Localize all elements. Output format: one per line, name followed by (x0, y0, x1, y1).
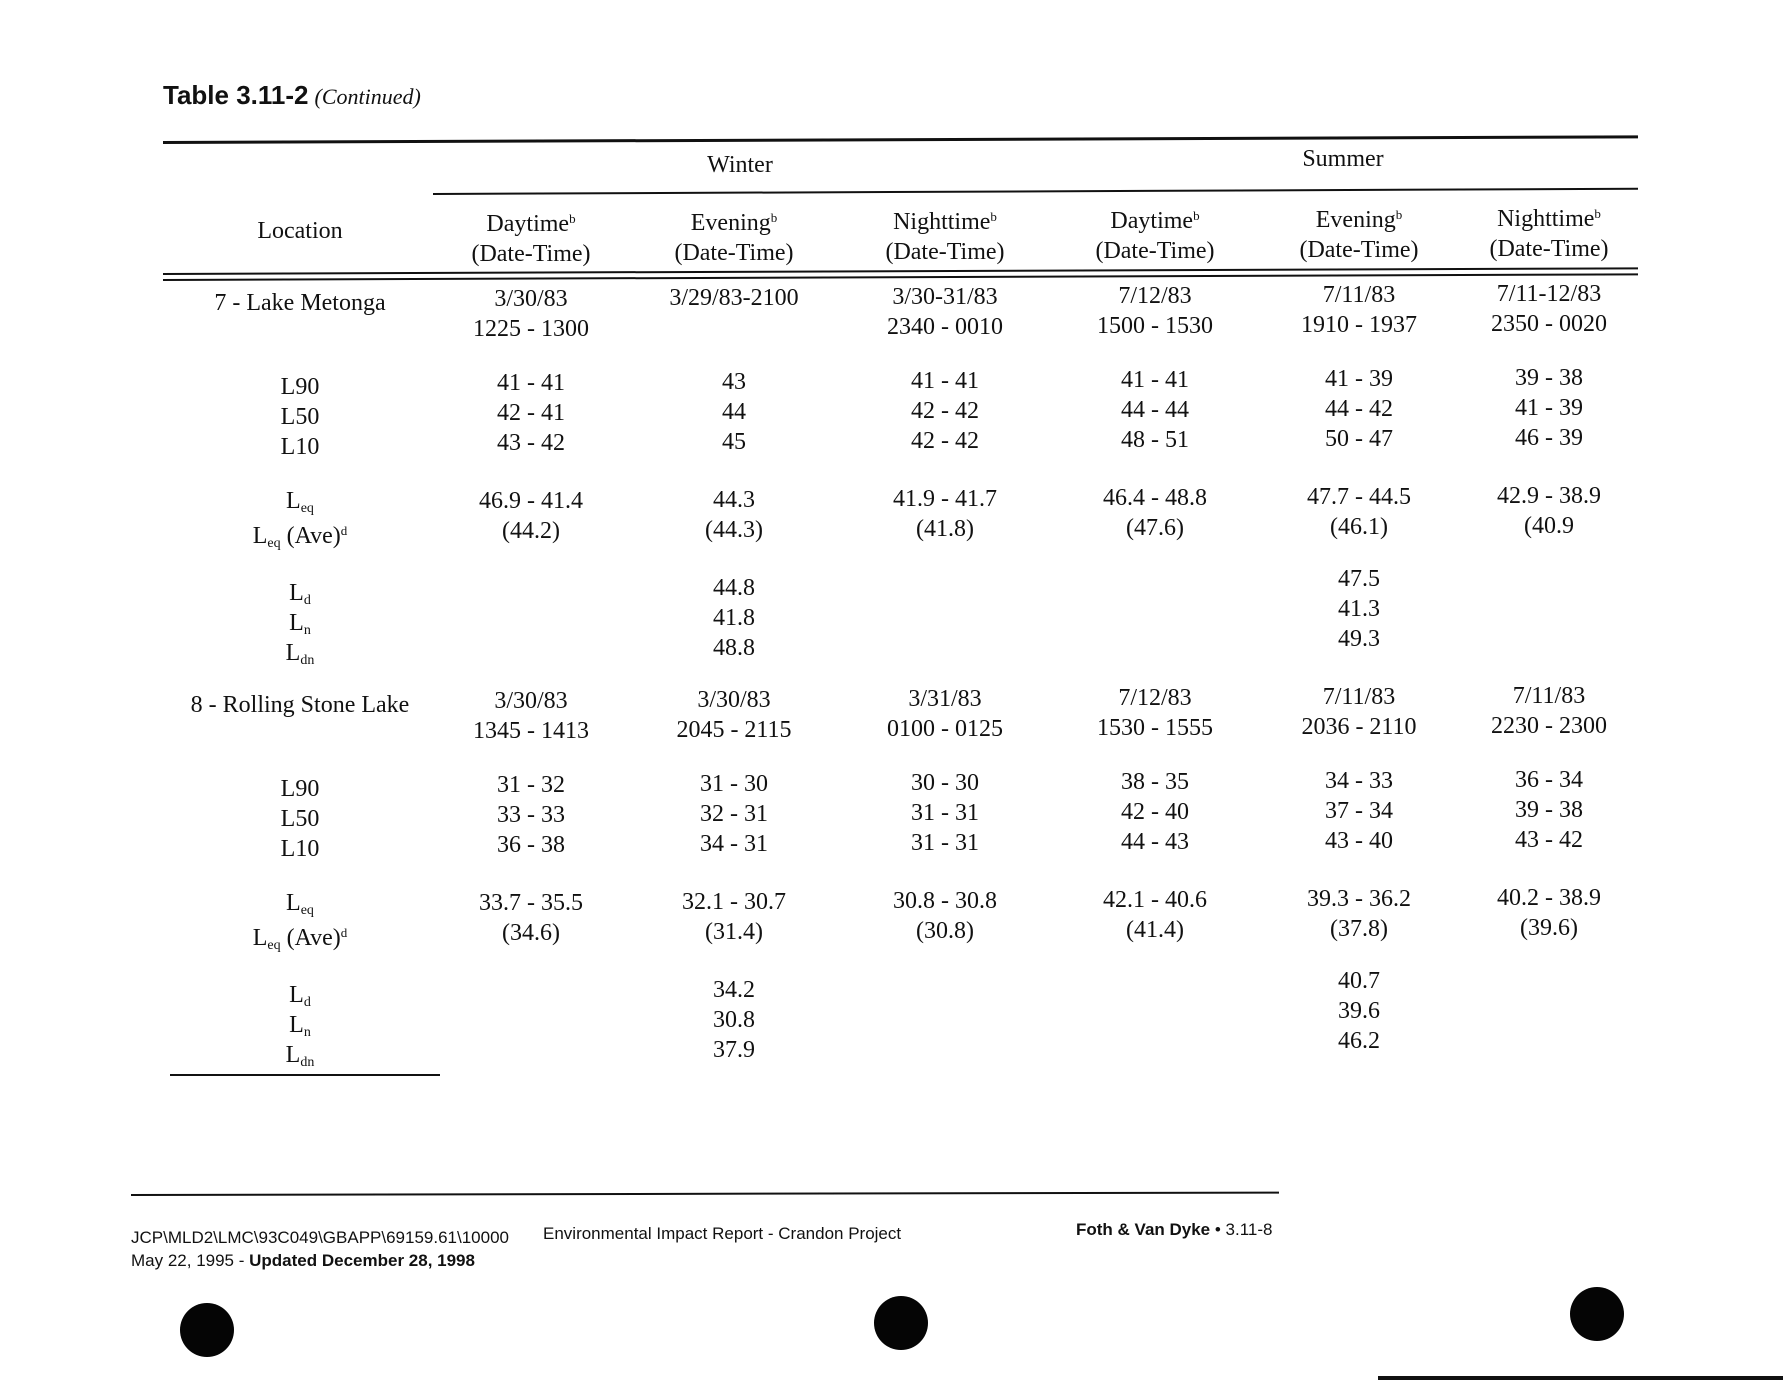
cell-time: 1500 - 1530 (1097, 313, 1213, 339)
cell-l90: 31 - 32 (497, 772, 565, 798)
cell-l90: 43 (722, 369, 746, 395)
footer-report: Environmental Impact Report - Crandon Project (543, 1224, 902, 1243)
cell-date: 3/31/83 (908, 686, 982, 712)
cell-leq-ave: (46.1) (1330, 514, 1388, 540)
column-header-sub: (Date-Time) (1299, 237, 1419, 263)
cell-l10: 42 - 42 (911, 428, 979, 454)
cell-winter-day-night-level: 37.9 (713, 1037, 755, 1063)
footnote-marker: b (1193, 208, 1200, 223)
label-subscript: dn (300, 653, 315, 668)
column-header-name: Nighttime (893, 209, 991, 235)
cell-time: 2340 - 0010 (887, 314, 1003, 340)
cell-summer-day-night-level: 46.2 (1338, 1028, 1380, 1054)
cell-leq-ave: (41.4) (1126, 917, 1184, 943)
row-label-ldn (200, 638, 400, 676)
footer-page: • 3.11-8 (1210, 1220, 1273, 1239)
footnote-marker: b (990, 209, 997, 224)
cell-date: 7/11/83 (1322, 282, 1396, 308)
cell-date: 3/30/83 (494, 688, 568, 714)
cell-time: 2036 - 2110 (1301, 714, 1417, 740)
label-subscript: d (303, 995, 311, 1010)
cell-l10: 43 - 42 (497, 430, 565, 456)
cell-time: 2045 - 2115 (676, 717, 792, 743)
cell-l90: 36 - 34 (1515, 767, 1583, 793)
cell-l10: 44 - 43 (1121, 829, 1189, 855)
footnote-marker: b (569, 211, 576, 226)
cell-summer-day-night-level: 40.7 (1338, 968, 1380, 994)
cell-l10: 46 - 39 (1515, 425, 1583, 451)
cell-l10: 36 - 38 (497, 832, 565, 858)
cell-l50: 33 - 33 (497, 802, 565, 828)
label-l: L (289, 580, 304, 606)
column-header-name: Evening (690, 210, 771, 236)
cell-l10: 43 - 40 (1325, 828, 1393, 854)
cell-l10: 34 - 31 (700, 831, 768, 857)
row-label-leq-ave (200, 516, 400, 559)
column-header-sub: (Date-Time) (885, 239, 1005, 265)
cell-time: 1910 - 1937 (1301, 312, 1417, 338)
footer-rule (131, 1192, 1279, 1196)
cell-leq: 41.9 - 41.7 (893, 486, 997, 512)
label-subscript: eq (300, 903, 314, 918)
row-label-l50: L50 (280, 404, 320, 430)
cell-leq: 33.7 - 35.5 (479, 890, 583, 916)
label-subscript: n (303, 623, 311, 638)
row-label-ldn (200, 1040, 400, 1078)
footer-firm-line (1076, 1220, 1272, 1240)
cell-l90: 30 - 30 (911, 770, 979, 796)
cell-time: 0100 - 0125 (887, 716, 1003, 742)
label-l: L (286, 890, 301, 916)
table-title (163, 80, 421, 111)
footer-date-line (131, 1251, 475, 1271)
cell-time: 1225 - 1300 (473, 316, 589, 342)
label-l: L (289, 610, 304, 636)
cell-l50: 39 - 38 (1515, 797, 1583, 823)
cell-l50: 32 - 31 (700, 801, 768, 827)
cell-leq-ave: (44.3) (705, 517, 763, 543)
cell-l50: 37 - 34 (1325, 798, 1393, 824)
label-subscript: d (303, 593, 311, 608)
label-l: L (252, 523, 268, 549)
cell-l90: 41 - 39 (1325, 366, 1393, 392)
cell-leq: 44.3 (713, 487, 755, 513)
footnote-marker: d (340, 925, 348, 940)
binder-hole-right (1570, 1287, 1624, 1341)
cell-time: 2230 - 2300 (1491, 713, 1607, 739)
cell-leq-ave: (44.2) (502, 518, 560, 544)
label-subscript: eq (267, 938, 281, 953)
cell-leq-ave: (30.8) (916, 918, 974, 944)
footer-updated: Updated December 28, 1998 (249, 1251, 475, 1270)
cell-date: 7/12/83 (1118, 283, 1192, 309)
cell-l90: 41 - 41 (911, 368, 979, 394)
footnote-marker: b (1594, 206, 1601, 221)
footnote-marker: d (340, 523, 348, 538)
cell-date: 3/30/83 (494, 286, 568, 312)
cell-leq: 39.3 - 36.2 (1307, 886, 1411, 912)
cell-leq-ave: (41.8) (916, 516, 974, 542)
cell-l90: 41 - 41 (1121, 367, 1189, 393)
label-subscript: n (303, 1025, 311, 1040)
cell-date: 7/11/83 (1322, 684, 1396, 710)
cell-summer-day-night-level: 47.5 (1338, 566, 1380, 592)
column-header-sub: (Date-Time) (1095, 238, 1215, 264)
label-ave: (Ave) (286, 523, 341, 549)
site-name: 7 - Lake Metonga (214, 290, 386, 316)
cell-winter-day-night-level: 44.8 (713, 575, 755, 601)
cell-leq-ave: (34.6) (502, 920, 560, 946)
label-subscript: dn (300, 1055, 315, 1070)
cell-date: 7/11/83 (1512, 683, 1586, 709)
cell-leq: 42.9 - 38.9 (1497, 483, 1601, 509)
cell-l10: 31 - 31 (911, 830, 979, 856)
cell-leq-ave: (47.6) (1126, 515, 1184, 541)
cell-l50: 42 - 40 (1121, 799, 1189, 825)
cell-winter-day-night-level: 34.2 (713, 977, 755, 1003)
cell-l50: 44 - 42 (1325, 396, 1393, 422)
label-subscript: eq (300, 501, 314, 516)
cell-leq: 42.1 - 40.6 (1103, 887, 1207, 913)
cell-date: 3/30-31/83 (892, 284, 998, 310)
row-label-leq-ave (200, 918, 400, 961)
cell-l90: 34 - 33 (1325, 768, 1393, 794)
label-l: L (289, 1012, 304, 1038)
cell-date: 3/29/83-2100 (669, 285, 799, 311)
column-header-name: Nighttime (1497, 206, 1595, 232)
cell-l50: 44 (722, 399, 746, 425)
cell-leq: 46.9 - 41.4 (479, 488, 583, 514)
column-header (1429, 199, 1669, 264)
cell-winter-day-night-level: 41.8 (713, 605, 755, 631)
label-ave: (Ave) (286, 925, 341, 951)
site-name: 8 - Rolling Stone Lake (190, 692, 410, 718)
cell-date: 7/11-12/83 (1496, 281, 1602, 307)
row-label-l50: L50 (280, 806, 320, 832)
cell-summer-day-night-level: 41.3 (1338, 596, 1380, 622)
cell-l10: 48 - 51 (1121, 427, 1189, 453)
binder-hole-center (874, 1296, 928, 1350)
cell-leq-ave: (37.8) (1330, 916, 1388, 942)
label-l: L (285, 1042, 301, 1068)
footer-firm: Foth & Van Dyke (1076, 1220, 1211, 1239)
row-label-l90: L90 (280, 374, 320, 400)
label-l: L (289, 982, 304, 1008)
cell-l90: 39 - 38 (1515, 365, 1583, 391)
cell-leq: 32.1 - 30.7 (682, 889, 786, 915)
column-header-sub: (Date-Time) (674, 240, 794, 266)
column-header-sub: (Date-Time) (471, 241, 591, 267)
cell-l90: 31 - 30 (700, 771, 768, 797)
cell-l90: 41 - 41 (497, 370, 565, 396)
column-header-sub: (Date-Time) (1489, 236, 1609, 262)
cell-date: 7/12/83 (1118, 685, 1192, 711)
label-subscript: eq (267, 536, 281, 551)
column-header-name: Evening (1315, 207, 1396, 233)
season-summer: Summer (1302, 146, 1384, 172)
label-l: L (285, 640, 301, 666)
cell-winter-day-night-level: 30.8 (713, 1007, 755, 1033)
cell-leq-ave: (39.6) (1520, 915, 1578, 941)
column-header-name: Daytime (1110, 208, 1194, 234)
scan-edge-line (1378, 1376, 1783, 1380)
footer-path: JCP\MLD2\LMC\93C049\GBAPP\69159.61\10000 (131, 1228, 510, 1247)
column-location: Location (257, 218, 343, 244)
column-header (825, 202, 1065, 267)
cell-l10: 50 - 47 (1325, 426, 1393, 452)
cell-time: 1530 - 1555 (1097, 715, 1213, 741)
cell-l10: 45 (722, 429, 746, 455)
binder-hole-left (180, 1303, 234, 1357)
row-label-l10: L10 (280, 434, 320, 460)
cell-l50: 42 - 42 (911, 398, 979, 424)
season-winter: Winter (707, 152, 773, 178)
cell-l50: 42 - 41 (497, 400, 565, 426)
cell-leq-ave: (40.9 (1524, 513, 1574, 539)
row-label-l90: L90 (280, 776, 320, 802)
cell-leq: 30.8 - 30.8 (893, 888, 997, 914)
footer-date: May 22, 1995 - (131, 1251, 250, 1270)
table-number: Table 3.11-2 (163, 80, 309, 110)
cell-winter-day-night-level: 48.8 (713, 635, 755, 661)
cell-summer-day-night-level: 39.6 (1338, 998, 1380, 1024)
cell-l90: 38 - 35 (1121, 769, 1189, 795)
cell-time: 1345 - 1413 (473, 718, 589, 744)
row-label-l10: L10 (280, 836, 320, 862)
cell-l50: 31 - 31 (911, 800, 979, 826)
cell-leq-ave: (31.4) (705, 919, 763, 945)
cell-l50: 44 - 44 (1121, 397, 1189, 423)
footnote-marker: b (1395, 207, 1403, 222)
label-l: L (252, 925, 268, 951)
column-header (614, 203, 854, 268)
cell-date: 3/30/83 (697, 687, 771, 713)
cell-leq: 40.2 - 38.9 (1497, 885, 1601, 911)
label-l: L (286, 488, 301, 514)
cell-summer-day-night-level: 49.3 (1338, 626, 1380, 652)
cell-time: 2350 - 0020 (1491, 311, 1607, 337)
cell-leq: 46.4 - 48.8 (1103, 485, 1207, 511)
column-header-name: Daytime (486, 211, 570, 237)
winter-summer-rule (433, 188, 1638, 195)
cell-l50: 41 - 39 (1515, 395, 1583, 421)
table-continued: (Continued) (314, 84, 421, 109)
top-rule (163, 135, 1638, 144)
footnote-marker: b (770, 210, 778, 225)
cell-leq: 47.7 - 44.5 (1307, 484, 1411, 510)
cell-l10: 43 - 42 (1515, 827, 1583, 853)
